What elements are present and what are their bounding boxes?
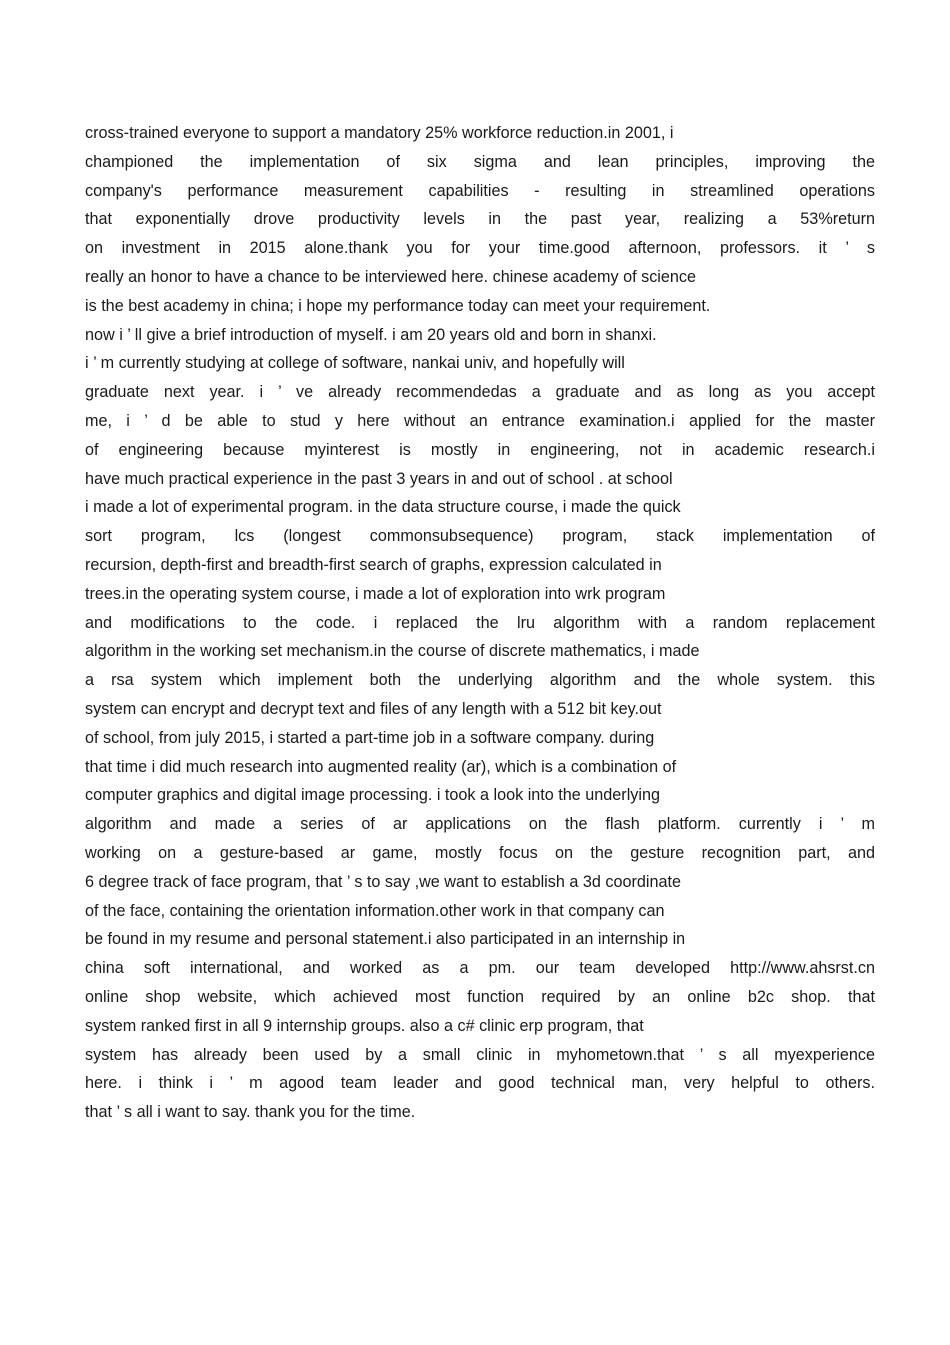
text-line: 6 degree track of face program, that ’ s to say ,we want to establish a 3d coordinate [85,872,681,891]
text-line: be found in my resume and personal statement.i also participated in an internship in [85,930,686,949]
text-line: algorithm in the working set mechanism.in the course of discrete mathematics, i made [85,642,700,661]
text-line: championed the implementation of six sigma and lean principles, improving the [85,152,875,171]
text-line: of school, from july 2015, i started a part-time job in a software company. during [85,728,655,747]
text-line: have much practical experience in the past 3 years in and out of school . at school [85,469,673,488]
text-line: sort program, lcs (longest commonsubsequence) program, stack implementation of [85,527,875,546]
body-text [85,119,875,1127]
text-line: i ’ m currently studying at college of software, nankai univ, and hopefully will [85,354,625,373]
text-line: and modifications to the code. i replaced the lru algorithm with a random replacement [85,613,875,632]
text-line: recursion, depth-first and breadth-first search of graphs, expression calculated in [85,555,662,574]
text-line: system has already been used by a small clinic in myhometown.that ’ s all myexperience [85,1045,875,1064]
text-line: now i ’ ll give a brief introduction of myself. i am 20 years old and born in shanxi. [85,325,657,344]
text-line: that exponentially drove productivity levels in the past year, realizing a 53%return [85,210,875,229]
text-line: on investment in 2015 alone.thank you for your time.good afternoon, professors. it ’ s [85,239,875,258]
text-line: of the face, containing the orientation information.other work in that company can [85,901,665,920]
text-line: computer graphics and digital image processing. i took a look into the underlying [85,786,660,805]
text-line: working on a gesture-based ar game, mostly focus on the gesture recognition part, and [85,843,875,862]
text-line: system can encrypt and decrypt text and files of any length with a 512 bit key.out [85,699,662,718]
text-line: is the best academy in china; i hope my performance today can meet your requirement. [85,296,711,315]
text-line: of engineering because myinterest is mostly in engineering, not in academic research.i [85,440,875,459]
text-line: company's performance measurement capabilities - resulting in streamlined operations [85,181,875,200]
text-line: a rsa system which implement both the underlying algorithm and the whole system. this [85,671,875,690]
text-line: graduate next year. i ’ ve already recommendedas a graduate and as long as you accept [85,383,875,402]
text-line: that time i did much research into augmented reality (ar), which is a combination of [85,757,677,776]
text-line: system ranked first in all 9 internship groups. also a c# clinic erp program, that [85,1016,644,1035]
text-line: online shop website, which achieved most function required by an online b2c shop. that [85,987,875,1006]
text-line: trees.in the operating system course, i made a lot of exploration into wrk program [85,584,666,603]
text-line: cross-trained everyone to support a mandatory 25% workforce reduction.in 2001, i [85,124,674,142]
text-line: me, i ’ d be able to stud y here without an entrance examination.i applied for the master [85,411,875,430]
text-line: that ’ s all i want to say. thank you for the time. [85,1103,416,1122]
text-line: algorithm and made a series of ar applications on the flash platform. currently i ’ m [85,815,875,834]
text-line: really an honor to have a chance to be interviewed here. chinese academy of science [85,267,696,286]
text-line: china soft international, and worked as a pm. our team developed http://www.ahsrst.cn [85,959,875,978]
text-line: here. i think i ’ m agood team leader and good technical man, very helpful to others. [85,1074,875,1093]
text-line: i made a lot of experimental program. in the data structure course, i made the quick [85,498,681,517]
